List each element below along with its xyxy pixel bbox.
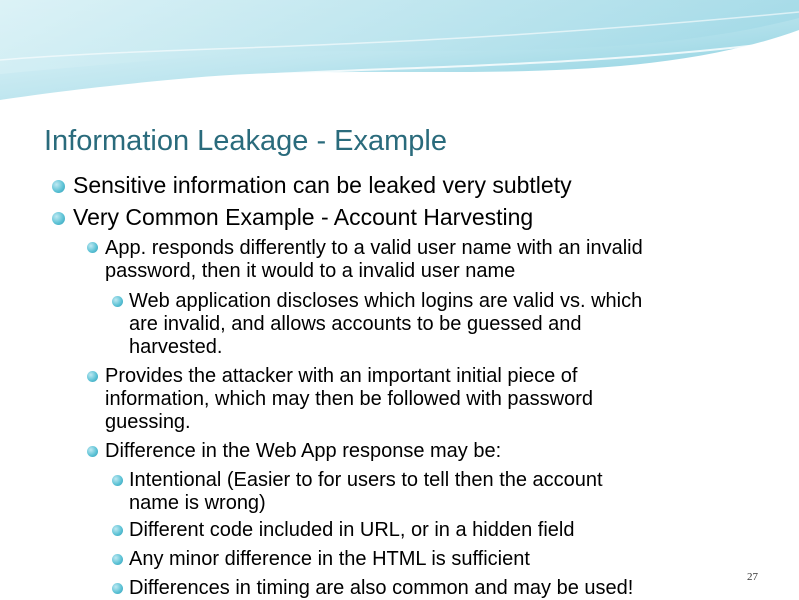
sub-bullet-line: password, then it would to a invalid user name [105,260,516,282]
bullet-text: Very Common Example - Account Harvesting [73,204,534,230]
sub-bullet-line: App. responds differently to a valid user name with an invalid [105,237,643,259]
sub-sub-bullet-line: Web application discloses which logins are valid vs. which [129,290,643,312]
sub-sub-bullet-line: Intentional (Easier to for users to tell then the account [129,469,603,491]
sub-bullet-line: Provides the attacker with an important initial piece of [105,365,578,387]
page-number: 27 [747,571,758,583]
bullet-icon [87,446,98,457]
bullet-icon [112,525,123,536]
bullet-text: Sensitive information can be leaked very subtlety [73,172,572,198]
bullet-icon [112,296,123,307]
sub-sub-bullet-line: Any minor difference in the HTML is sufficient [129,548,530,570]
header-banner [0,0,799,110]
sub-bullet-line: guessing. [105,411,191,433]
slide-title: Information Leakage - Example [44,125,447,157]
sub-sub-bullet-line: Differences in timing are also common and may be used! [129,577,634,599]
sub-sub-bullet-line: are invalid, and allows accounts to be guessed and [129,313,582,335]
sub-sub-bullet-line: name is wrong) [129,492,266,514]
sub-sub-bullet-line: Different code included in URL, or in a hidden field [129,519,575,541]
sub-sub-bullet-line: harvested. [129,336,223,358]
bullet-icon [87,242,98,253]
bullet-icon [52,180,65,193]
bullet-icon [112,554,123,565]
bullet-icon [52,212,65,225]
bullet-icon [87,371,98,382]
sub-bullet-line: information, which may then be followed with password [105,388,594,410]
sub-bullet-line: Difference in the Web App response may be: [105,440,502,462]
bullet-icon [112,583,123,594]
bullet-icon [112,475,123,486]
